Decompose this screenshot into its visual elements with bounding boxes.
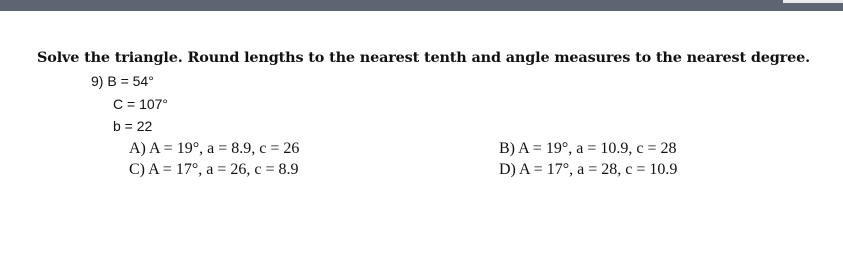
- instruction-text: Solve the triangle. Round lengths to the nearest tenth and angle measures to the nearest degree.: [37, 49, 810, 66]
- given-side-b: b = 22: [113, 118, 153, 134]
- top-banner-corner: [783, 0, 843, 3]
- given-angle-c: C = 107°: [113, 96, 169, 112]
- top-banner: [0, 0, 843, 11]
- choice-d[interactable]: D) A = 17°, a = 28, c = 10.9: [499, 161, 678, 178]
- choice-a[interactable]: A) A = 19°, a = 8.9, c = 26: [129, 140, 300, 157]
- choice-c[interactable]: C) A = 17°, a = 26, c = 8.9: [129, 161, 299, 178]
- problem-number-given-b: 9) B = 54°: [91, 73, 154, 89]
- choice-b[interactable]: B) A = 19°, a = 10.9, c = 28: [499, 140, 677, 157]
